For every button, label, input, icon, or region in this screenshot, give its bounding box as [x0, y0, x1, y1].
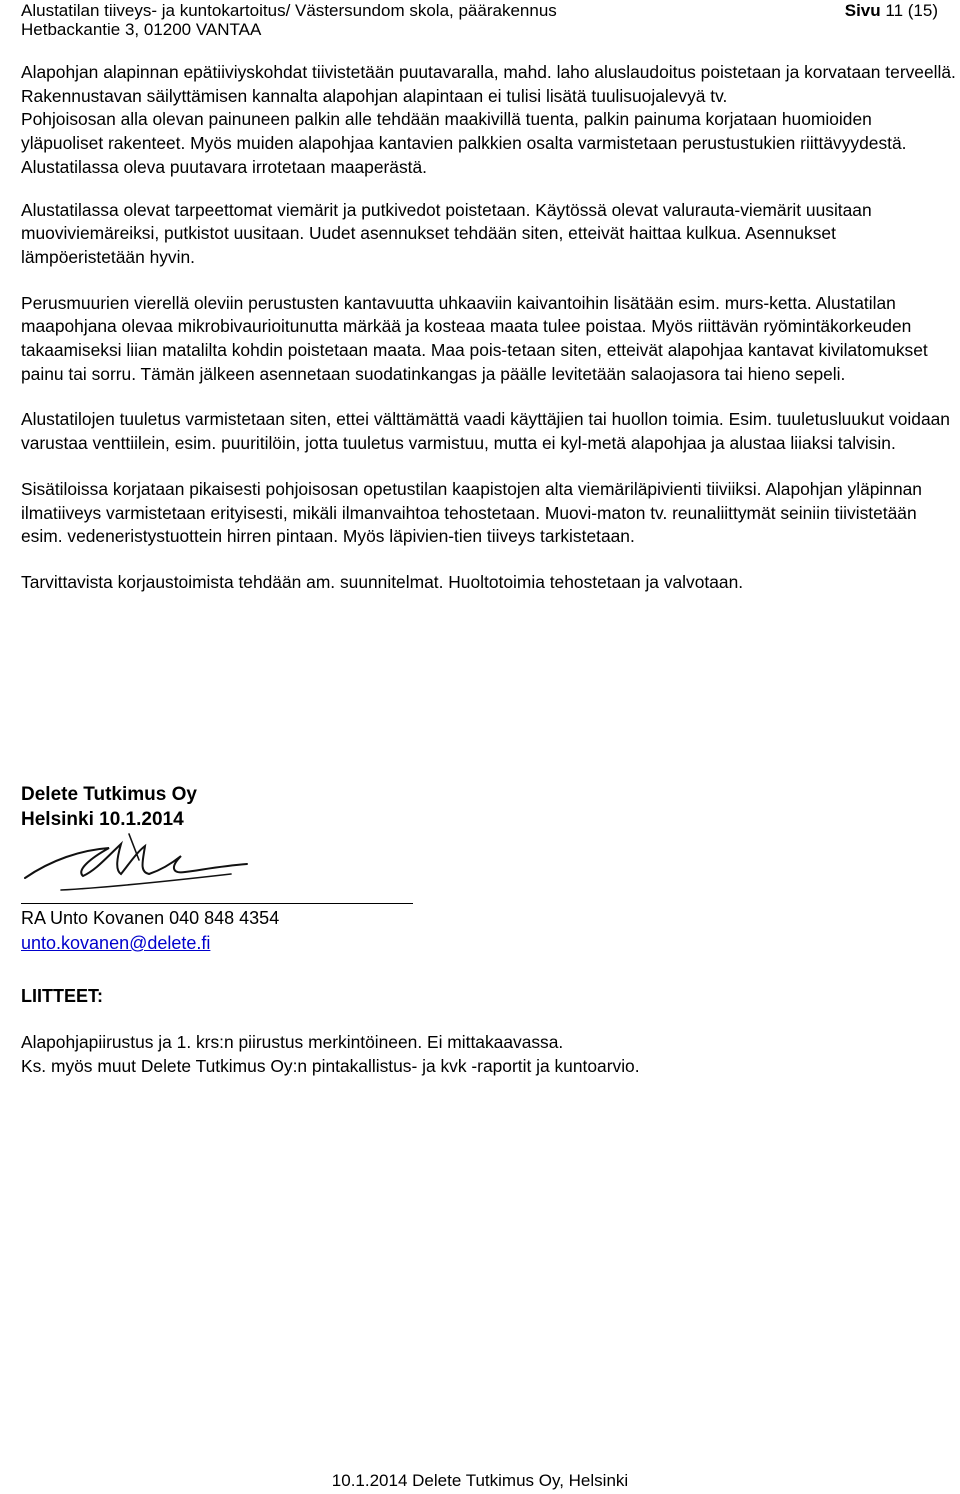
attachment-item: Ks. myös muut Delete Tutkimus Oy:n pintakallistus- ja kvk -raportit ja kuntoarvio.	[21, 1055, 640, 1076]
signer-name: RA Unto Kovanen 040 848 4354	[21, 908, 280, 928]
page-number	[845, 0, 938, 22]
paragraph-6: Sisätiloissa korjataan pikaisesti pohjoisosan opetustilan kaapistojen alta viemäriläpivienti tiiviiksi. Alapohjan yläpinnan ilmatiiveys varmistetaan erityisesti, mikäli ilmanvaihtoa tehostetaan. Muovi-maton tv. reunaliittymät seiniin tiivistetään esim. vedeneristystuottein hirren pintaan. Myös läpivien-tien tiiveys tarkistetaan.	[21, 478, 922, 547]
document-title: Alustatilan tiiveys- ja kuntokartoitus/ Västersundom skola, päärakennus	[21, 1, 557, 20]
paragraph-3: Alustatilassa olevat tarpeettomat viemärit ja putkivedot poistetaan. Käytössä olevat valurauta-viemärit uusitaan muoviviemäreiksi, putkistot uusitaan. Uudet asennukset tehdään siten, etteivät haittaa kulkua. Asennukset lämpöeristetään hyvin.	[21, 199, 872, 267]
attachments-list	[21, 1031, 941, 1078]
signer-email-link[interactable]: unto.kovanen@delete.fi	[21, 933, 211, 953]
company-name: Delete Tutkimus Oy	[21, 784, 197, 805]
paragraph-2: Pohjoisosan alla olevan painuneen palkin alle tehdään maakivillä tuenta, palkin painuma korjataan huomioiden yläpuoliset rakenteet. Myös muiden alapohjaa kantavien palkkien osalta varmistetaan perustustukien riittävyydestä. Alustatilassa oleva puutavara irrotetaan maaperästä.	[21, 109, 907, 177]
place-date: Helsinki 10.1.2014	[21, 809, 184, 830]
attachments-heading: LIITTEET:	[21, 986, 103, 1006]
paragraph-1: Alapohjan alapinnan epätiiviyskohdat tiivistetään puutavaralla, mahd. laho aluslaudoitus poistetaan ja korvataan terveellä. Rakennustavan säilyttämisen kannalta alapohjan alapintaan ei tulisi lisätä tuulisuojalevyä tv.	[21, 62, 956, 106]
signature-line	[21, 903, 413, 904]
report-body	[21, 61, 956, 619]
handwritten-signature	[21, 830, 251, 902]
document-address: Hetbackantie 3, 01200 VANTAA	[21, 20, 262, 39]
signature-block	[21, 782, 621, 832]
paragraph-5: Alustatilojen tuuletus varmistetaan siten, ettei välttämättä vaadi käyttäjien tai huollon toimia. Esim. tuuletusluukut voidaan varustaa venttiilein, esim. puuritilöin, jotta tuuletus varmistuu, mutta ei kyl-metä alapohjaa ja alustaa liiaksi talvisin.	[21, 409, 950, 454]
attachment-item: Alapohjapiirustus ja 1. krs:n piirustus merkintöineen. Ei mittakaavassa.	[21, 1032, 564, 1052]
paragraph-4: Perusmuurien vierellä oleviin perustusten kantavuutta uhkaaviin kaivantoihin lisätään esim. murs-ketta. Alustatilan maapohjana olevaa mikrobivaurioitunutta märkää ja kosteaa maata tulee poistaa. Myös riittävän ryömintäkorkeuden takaamiseksi liian matalilta kohdin poistetaan maata. Maa pois-tetaan siten, etteivät alapohjaa kantavat kivilatomukset painu tai sorru. Tämän jälkeen asennetaan suodatinkangas ja päälle levitetään salaojasora tai hieno sepeli.	[21, 292, 928, 384]
page-count: 11 (15)	[885, 1, 938, 20]
paragraph-7: Tarvittavista korjaustoimista tehdään am. suunnitelmat. Huoltotoimia tehostetaan ja valvotaan.	[21, 571, 744, 592]
page-footer: 10.1.2014 Delete Tutkimus Oy, Helsinki	[331, 1471, 629, 1490]
page-label: Sivu	[844, 1, 881, 20]
